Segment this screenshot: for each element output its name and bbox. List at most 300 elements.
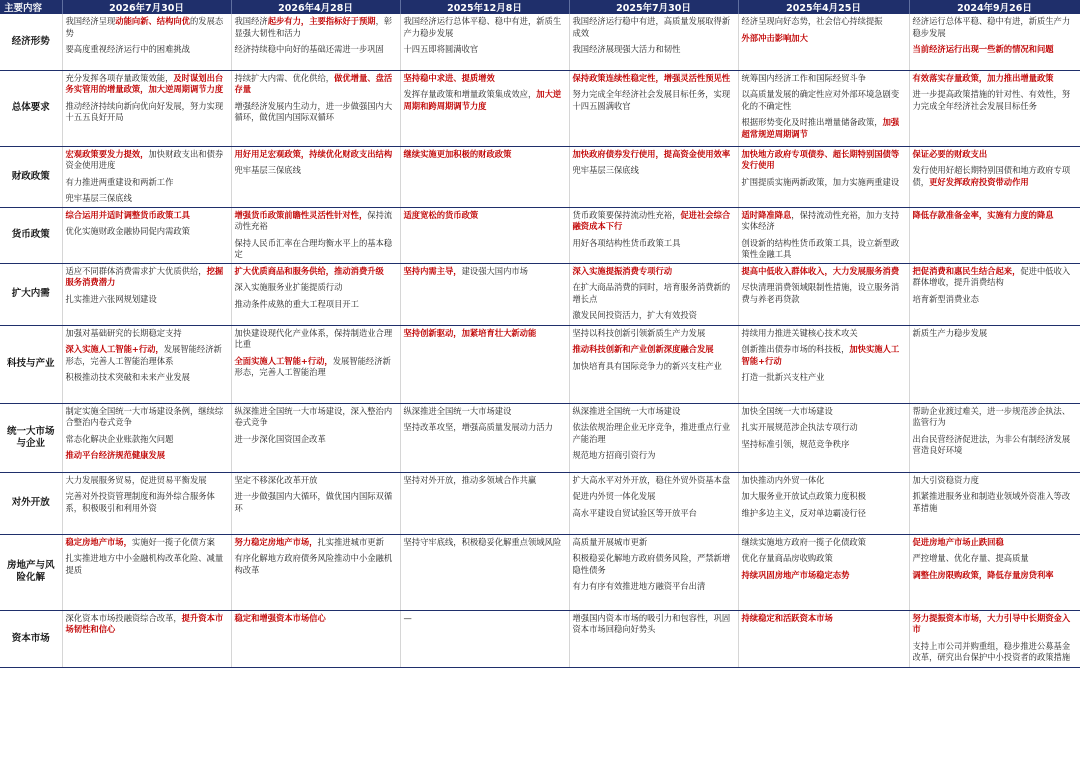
cell-item <box>573 475 735 487</box>
cell-item <box>742 149 906 172</box>
cell-item <box>235 356 397 379</box>
plain-text: 我国经济 <box>234 16 268 26</box>
plain-text: 优化存量商品房收购政策 <box>741 553 833 563</box>
plain-text: 在扩大商品消费的同时，培育服务消费新的增长点 <box>572 282 731 304</box>
cell-item <box>742 33 906 45</box>
cell-item <box>66 149 228 172</box>
highlighted-text: 综合运用并适时调整货币政策工具 <box>65 209 190 220</box>
cell-item <box>913 491 1077 514</box>
highlighted-text: 起步有力，主要指标好于预期 <box>267 16 376 26</box>
plain-text: 抓紧推进服务业和制造业领域外资准入等改革措施 <box>912 491 1071 513</box>
cell-item <box>573 238 735 250</box>
cell-item <box>573 210 735 233</box>
cell-item <box>573 266 735 278</box>
table-cell <box>231 403 400 472</box>
cell-item <box>573 44 735 56</box>
cell-item <box>742 177 906 189</box>
plain-text: 推动条件成熟的重大工程项目开工 <box>234 298 359 309</box>
table-cell <box>62 534 231 610</box>
table-cell <box>738 534 909 610</box>
plain-text: 我国经济运行稳中有进，高质量发展取得新成效 <box>572 16 731 38</box>
cell-item <box>235 210 397 233</box>
table-cell <box>738 472 909 534</box>
plain-text: 努力完成全年经济社会发展目标任务，实现十四五圆满收官 <box>572 89 731 111</box>
plain-text: 坚定不移深化改革开放 <box>234 474 318 485</box>
table-cell <box>62 70 231 146</box>
plain-text: 发挥存量政策和增量政策集成效应， <box>403 89 537 99</box>
table-cell <box>400 14 569 70</box>
table-cell <box>738 14 909 70</box>
plain-text: 充分发挥各项存量政策效能， <box>65 72 174 83</box>
cell-item <box>235 266 397 278</box>
plain-text: 兜牢基层三保底线 <box>572 165 639 175</box>
cell-item <box>66 372 228 384</box>
table-cell <box>62 610 231 667</box>
plain-text: 以高质量发展的确定性应对外部环境急剧变化的不确定性 <box>741 89 900 111</box>
plain-text: 实施好一揽子化债方案 <box>131 536 215 547</box>
highlighted-text: 提升资本市场韧性和信心 <box>65 612 224 634</box>
cell-item <box>66 16 228 39</box>
cell-item <box>742 570 906 582</box>
cell-item <box>742 372 906 384</box>
cell-item <box>573 537 735 549</box>
highlighted-text: 坚持内需主导， <box>403 265 462 276</box>
highlighted-text: 用好用足宏观政策，持续优化财政支出结构 <box>234 148 393 159</box>
cell-item <box>913 406 1077 429</box>
cell-item <box>404 89 566 112</box>
plain-text: 进一步做强国内大循环，做优国内国际双循环 <box>234 491 393 513</box>
cell-item <box>913 294 1077 306</box>
cell-item <box>66 294 228 306</box>
highlighted-text: 努力提振资本市场，大力引导中长期资金入市 <box>912 612 1071 634</box>
table-cell <box>569 70 738 146</box>
table-row <box>0 534 1080 610</box>
plain-text: 规范地方招商引资行为 <box>572 450 656 460</box>
cell-item <box>235 434 397 446</box>
highlighted-text: 把促消费和惠民生结合起来， <box>912 265 1021 276</box>
plain-text: 发展智能经济新形态，完善人工智能治理 <box>234 355 391 377</box>
cell-item <box>913 570 1077 582</box>
header-cell-date: 2026年4月28日 <box>231 0 400 14</box>
cell-item <box>66 553 228 576</box>
cell-item <box>913 149 1077 161</box>
plain-text: 深化资本市场投融资综合改革， <box>65 612 182 623</box>
plain-text: 进一步深化国资国企改革 <box>234 433 326 444</box>
cell-item <box>235 406 397 429</box>
highlighted-text: 推动科技创新和产业创新深度融合发展 <box>572 344 714 354</box>
cell-item <box>66 434 228 446</box>
row-label: 扩大内需 <box>0 263 62 325</box>
plain-text: 创设新的结构性货币政策工具，设立新型政策性金融工具 <box>741 237 900 259</box>
table-cell <box>909 263 1080 325</box>
table-cell <box>231 207 400 263</box>
cell-item <box>913 553 1077 565</box>
plain-text: 尽快清理消费领域限制性措施，设立服务消费与养老再贷款 <box>741 282 900 304</box>
highlighted-text: 坚持创新驱动，加紧培育壮大新动能 <box>403 327 537 338</box>
plain-text: 要高度重视经济运行中的困难挑战 <box>65 44 190 54</box>
cell-item <box>235 16 397 39</box>
highlighted-text: 宏观政策要发力提效， <box>65 148 149 159</box>
cell-item <box>742 553 906 565</box>
plain-text: 推动经济持续向新向优向好发展，努力实现十五五良好开局 <box>65 100 224 122</box>
plain-text: 扎实推进六张网规划建设 <box>65 293 157 304</box>
highlighted-text: 有效落实存量政策，加力推出增量政策 <box>912 72 1054 83</box>
plain-text: 维护多边主义，反对单边霸凌行径 <box>741 507 866 518</box>
cell-item <box>404 422 566 434</box>
row-label: 统一大市场与企业 <box>0 403 62 472</box>
highlighted-text: 及时谋划出台务实管用的增量政策，加大逆周期调节力度 <box>65 72 224 94</box>
plain-text: 继续实施地方政府一揽子化债政策 <box>741 536 866 547</box>
plain-text: 坚持守牢底线，积极稳妥化解重点领域风险 <box>403 536 562 547</box>
table-cell <box>738 263 909 325</box>
plain-text: 建设强大国内市场 <box>461 265 528 276</box>
highlighted-text: 调整住房限购政策，降低存量房贷利率 <box>912 569 1054 580</box>
cell-item <box>742 73 906 85</box>
highlighted-text: 动能向新、结构向优 <box>115 16 190 26</box>
plain-text: 保持流动性充裕 <box>234 209 393 231</box>
cell-item <box>913 73 1077 85</box>
highlighted-text: 扩大优质商品和服务供给，推动消费升级 <box>234 265 384 276</box>
cell-item <box>742 266 906 278</box>
table-cell <box>909 14 1080 70</box>
highlighted-text: 增强货币政策前瞻性灵活性针对性， <box>234 209 368 220</box>
highlighted-text: 继续实施更加积极的财政政策 <box>403 148 512 159</box>
cell-item <box>66 406 228 429</box>
table-cell <box>909 472 1080 534</box>
cell-item <box>742 16 906 28</box>
plain-text: 经济持续稳中向好的基础还需进一步巩固 <box>234 44 384 54</box>
cell-item <box>235 613 397 625</box>
cell-item <box>742 344 906 367</box>
highlighted-text: 降低存款准备金率，实施有力度的降息 <box>912 209 1054 220</box>
plain-text: 进一步提高政策措施的针对性、有效性，努力完成全年经济社会发展目标任务 <box>912 89 1071 111</box>
cell-item <box>404 16 566 39</box>
cell-item <box>573 149 735 161</box>
cell-item <box>573 406 735 418</box>
plain-text: 完善对外投资管理制度和海外综合服务体系，积极吸引和利用外资 <box>65 491 215 513</box>
plain-text: 帮助企业渡过难关，进一步规范涉企执法、监管行为 <box>912 405 1071 427</box>
cell-item <box>573 553 735 576</box>
plain-text: 发展智能经济新形态，完善人工智能治理体系 <box>65 344 222 366</box>
plain-text: 打造一批新兴支柱产业 <box>741 372 825 382</box>
plain-text: 制定实施全国统一大市场建设条例，继续综合整治内卷式竞争 <box>65 405 224 427</box>
cell-item <box>573 16 735 39</box>
plain-text: 保持人民币汇率在合理均衡水平上的基本稳定 <box>234 237 393 259</box>
table-cell <box>231 610 400 667</box>
highlighted-text: 保证必要的财政支出 <box>912 148 988 159</box>
plain-text: 纵深推进全国统一大市场建设 <box>572 405 681 416</box>
cell-item <box>913 44 1077 56</box>
table-cell <box>738 325 909 403</box>
cell-item <box>913 475 1077 487</box>
plain-text: 扩围提质实施两新政策，加力实施两重建设 <box>741 176 900 187</box>
table-row <box>0 14 1080 70</box>
cell-item <box>404 406 566 418</box>
plain-text: 积极推动技术突破和未来产业发展 <box>65 372 190 382</box>
highlighted-text: 促进社会综合融资成本下行 <box>572 209 731 231</box>
plain-text: 依法依规治理企业无序竞争，推进重点行业产能治理 <box>572 422 731 444</box>
cell-item <box>66 450 228 462</box>
highlighted-text: 稳定房地产市场， <box>65 536 132 547</box>
table-cell <box>569 207 738 263</box>
table-cell <box>569 263 738 325</box>
plain-text: 激发民间投资活力，扩大有效投资 <box>572 310 697 320</box>
plain-text: 坚持改革攻坚，增强高质量发展动力活力 <box>403 422 553 432</box>
table-cell <box>909 610 1080 667</box>
table-row <box>0 263 1080 325</box>
row-label: 房地产与风险化解 <box>0 534 62 610</box>
cell-item <box>742 210 906 233</box>
plain-text: 兜牢基层三保底线 <box>65 193 132 203</box>
highlighted-text: 持续巩固房地产市场稳定态势 <box>741 569 850 580</box>
cell-item <box>742 328 906 340</box>
table-cell <box>909 70 1080 146</box>
plain-text: 纵深推进全国统一大市场建设 <box>403 405 512 416</box>
cell-item <box>235 149 397 161</box>
cell-item <box>66 44 228 56</box>
cell-item <box>742 89 906 112</box>
cell-item <box>66 344 228 367</box>
cell-item <box>235 73 397 96</box>
table-cell <box>909 325 1080 403</box>
highlighted-text: 加快地方政府专项债券、超长期特别国债等发行使用 <box>741 148 900 170</box>
table-cell <box>400 207 569 263</box>
cell-item <box>573 165 735 177</box>
table-row <box>0 472 1080 534</box>
plain-text: 加快培育具有国际竞争力的新兴支柱产业 <box>572 360 722 371</box>
plain-text: ，保持流动性充裕，加力支持实体经济 <box>741 209 900 231</box>
cell-item <box>404 44 566 56</box>
plain-text: ，彰显强大韧性和活力 <box>234 16 393 38</box>
table-row <box>0 403 1080 472</box>
highlighted-text: 坚持稳中求进、提质增效 <box>403 72 495 83</box>
table-row <box>0 70 1080 146</box>
row-label: 科技与产业 <box>0 325 62 403</box>
cell-item <box>573 89 735 112</box>
highlighted-text: 深入实施提振消费专项行动 <box>572 265 673 276</box>
cell-item <box>235 475 397 487</box>
plain-text: 扩大高水平对外开放，稳住外贸外资基本盘 <box>572 474 731 485</box>
table-cell <box>909 207 1080 263</box>
cell-item <box>573 282 735 305</box>
highlighted-text: 全面实施人工智能+行动， <box>234 355 333 366</box>
plain-text: 深入实施服务业扩能提质行动 <box>234 282 343 292</box>
plain-text: 增强经济发展内生动力，进一步做强国内大循环，做优国内国际双循环 <box>234 100 393 122</box>
cell-item <box>573 73 735 85</box>
table-cell <box>231 70 400 146</box>
plain-text: 支持上市公司并购重组，稳步推进公募基金改革，研究出台保护中小投资者的政策措施 <box>912 640 1071 662</box>
plain-text: 我国经济运行总体平稳、稳中有进，新质生产力稳步发展 <box>403 16 562 38</box>
plain-text: 大力发展服务贸易，促进贸易平衡发展 <box>65 474 207 485</box>
highlighted-text: 挖掘服务消费潜力 <box>65 265 224 287</box>
table-cell <box>738 70 909 146</box>
table-cell <box>400 403 569 472</box>
cell-item <box>404 475 566 487</box>
header-cell-date: 2026年7月30日 <box>62 0 231 14</box>
cell-item <box>404 537 566 549</box>
cell-item <box>573 491 735 503</box>
highlighted-text: 加强超常规逆周期调节 <box>741 117 900 139</box>
table-cell <box>738 146 909 207</box>
plain-text: 严控增量、优化存量、提高质量 <box>912 553 1029 563</box>
table-cell <box>569 534 738 610</box>
row-label: 资本市场 <box>0 610 62 667</box>
table-cell <box>400 610 569 667</box>
highlighted-text: 外部冲击影响加大 <box>741 32 808 43</box>
cell-item <box>235 491 397 514</box>
plain-text: 持续用力推进关键核心技术攻关 <box>741 327 858 338</box>
cell-item <box>573 361 735 373</box>
plain-text: 根据形势变化及时推出增量储备政策， <box>741 117 883 127</box>
table-cell <box>738 610 909 667</box>
header-cell-date: 2025年7月30日 <box>569 0 738 14</box>
plain-text: 经济呈现向好态势，社会信心持续提振 <box>741 16 883 26</box>
cell-item <box>573 344 735 356</box>
table-cell <box>909 534 1080 610</box>
cell-item <box>235 553 397 576</box>
cell-item <box>404 210 566 222</box>
cell-item <box>742 117 906 140</box>
cell-item <box>66 226 228 238</box>
table-row <box>0 146 1080 207</box>
plain-text: 我国经济展现强大活力和韧性 <box>572 44 681 54</box>
cell-item <box>742 238 906 261</box>
plain-text: 高质量开展城市更新 <box>572 536 648 547</box>
table-cell <box>569 610 738 667</box>
plain-text: 加强对基础研究的长期稳定支持 <box>65 327 182 338</box>
plain-text: 扎实开展规范涉企执法专项行动 <box>741 422 858 432</box>
cell-item <box>235 299 397 311</box>
header-cell-date: 2024年9月26日 <box>909 0 1080 14</box>
highlighted-text: 促进房地产市场止跌回稳 <box>912 536 1004 547</box>
plain-text: 高水平建设自贸试验区等开放平台 <box>572 507 697 518</box>
highlighted-text: 适时降准降息 <box>741 209 792 220</box>
table-row <box>0 610 1080 667</box>
table-cell <box>400 263 569 325</box>
row-label: 总体要求 <box>0 70 62 146</box>
plain-text: 坚持标准引领，规范竞争秩序 <box>741 438 850 449</box>
cell-item <box>404 73 566 85</box>
highlighted-text: 加快实施人工智能+行动 <box>741 344 900 366</box>
table-cell <box>738 207 909 263</box>
highlighted-text: 做优增量、盘活存量 <box>234 72 393 94</box>
cell-item <box>573 508 735 520</box>
plain-text: 我国经济呈现 <box>65 16 116 26</box>
table-cell <box>400 146 569 207</box>
plain-text: 有序化解地方政府债务风险推动中小金融机构改革 <box>234 553 393 575</box>
cell-item <box>913 537 1077 549</box>
highlighted-text: 适度宽松的货币政策 <box>403 209 479 220</box>
table-cell <box>738 403 909 472</box>
plain-text: 加快建设现代化产业体系，保持制造业合理比重 <box>234 327 393 349</box>
table-cell <box>62 403 231 472</box>
plain-text: 统筹国内经济工作和国际经贸斗争 <box>741 72 866 83</box>
plain-text: 扎实推进城市更新 <box>317 536 384 547</box>
cell-item <box>66 537 228 549</box>
cell-item <box>913 16 1077 39</box>
highlighted-text: 努力稳定房地产市场， <box>234 536 318 547</box>
highlighted-text: 深入实施人工智能+行动， <box>65 344 164 354</box>
plain-text: 培育新型消费业态 <box>912 293 979 304</box>
plain-text: 纵深推进全国统一大市场建设，深入整治内卷式竞争 <box>234 405 393 427</box>
cell-item <box>235 238 397 261</box>
cell-item <box>66 177 228 189</box>
highlighted-text: 更好发挥政府投资带动作用 <box>929 176 1029 187</box>
header-cell-topic: 主要内容 <box>0 0 62 14</box>
row-label: 对外开放 <box>0 472 62 534</box>
plain-text: 加快财政支出和债券资金使用进度 <box>65 148 224 170</box>
cell-item <box>573 328 735 340</box>
cell-item <box>913 210 1077 222</box>
table-cell <box>909 146 1080 207</box>
row-label: 财政政策 <box>0 146 62 207</box>
plain-text: 新质生产力稳步发展 <box>912 327 988 338</box>
highlighted-text: 推动平台经济规范健康发展 <box>65 450 166 460</box>
table-cell <box>400 534 569 610</box>
plain-text: 有力有序有效推进地方融资平台出清 <box>572 581 706 591</box>
plain-text: 加快全国统一大市场建设 <box>741 405 833 416</box>
plain-text: 扎实推进地方中小金融机构改革化险、减量提质 <box>65 553 224 575</box>
highlighted-text: 提高中低收入群体收入，大力发展服务消费 <box>741 265 900 276</box>
highlighted-text: 保持政策连续性稳定性，增强灵活性预见性 <box>572 72 731 83</box>
cell-item <box>742 422 906 434</box>
plain-text: 经济运行总体平稳、稳中有进，新质生产力稳步发展 <box>912 16 1071 38</box>
table-row <box>0 325 1080 403</box>
highlighted-text: 加快政府债券发行使用，提高资金使用效率 <box>572 148 731 159</box>
table-cell <box>62 207 231 263</box>
header-cell-date: 2025年12月8日 <box>400 0 569 14</box>
plain-text: 货币政策要保持流动性充裕， <box>572 209 681 220</box>
cell-item <box>742 439 906 451</box>
table-cell <box>231 263 400 325</box>
plain-text: 加大引资稳资力度 <box>912 474 979 485</box>
cell-item <box>404 328 566 340</box>
table-cell <box>62 146 231 207</box>
cell-item <box>235 328 397 351</box>
plain-text: 持续扩大内需、优化供给， <box>234 72 335 83</box>
cell-item <box>913 266 1077 289</box>
cell-item <box>742 613 906 625</box>
plain-text: — <box>403 612 412 623</box>
highlighted-text: 当前经济运行出现一些新的情况和问题 <box>912 44 1054 54</box>
plain-text: 积极稳妥化解地方政府债务风险，严禁新增隐性债务 <box>572 553 731 575</box>
cell-item <box>913 328 1077 340</box>
table-cell <box>909 403 1080 472</box>
highlighted-text: 加大逆周期和跨周期调节力度 <box>403 89 562 111</box>
plain-text: 创新推出债券市场的科技板， <box>741 344 850 354</box>
table-cell <box>569 472 738 534</box>
cell-item <box>573 450 735 462</box>
highlighted-text: 稳定和增强资本市场信心 <box>234 612 326 623</box>
cell-item <box>235 165 397 177</box>
plain-text: 促进中低收入群体增收，提升消费结构 <box>912 265 1071 287</box>
header-cell-date: 2025年4月25日 <box>738 0 909 14</box>
plain-text: 兜牢基层三保底线 <box>234 165 301 175</box>
plain-text: 发行使用好超长期特别国债和地方政府专项债， <box>912 165 1071 187</box>
table-cell <box>569 14 738 70</box>
plain-text: 常态化解决企业账款拖欠问题 <box>65 433 174 444</box>
table-cell <box>231 146 400 207</box>
plain-text: 的发展态势 <box>65 16 224 38</box>
cell-item <box>235 282 397 294</box>
table-cell <box>231 325 400 403</box>
cell-item <box>742 491 906 503</box>
cell-item <box>404 266 566 278</box>
cell-item <box>742 282 906 305</box>
plain-text: 适应不同群体消费需求扩大优质供给， <box>65 265 207 276</box>
table-cell <box>569 146 738 207</box>
cell-item <box>913 641 1077 664</box>
